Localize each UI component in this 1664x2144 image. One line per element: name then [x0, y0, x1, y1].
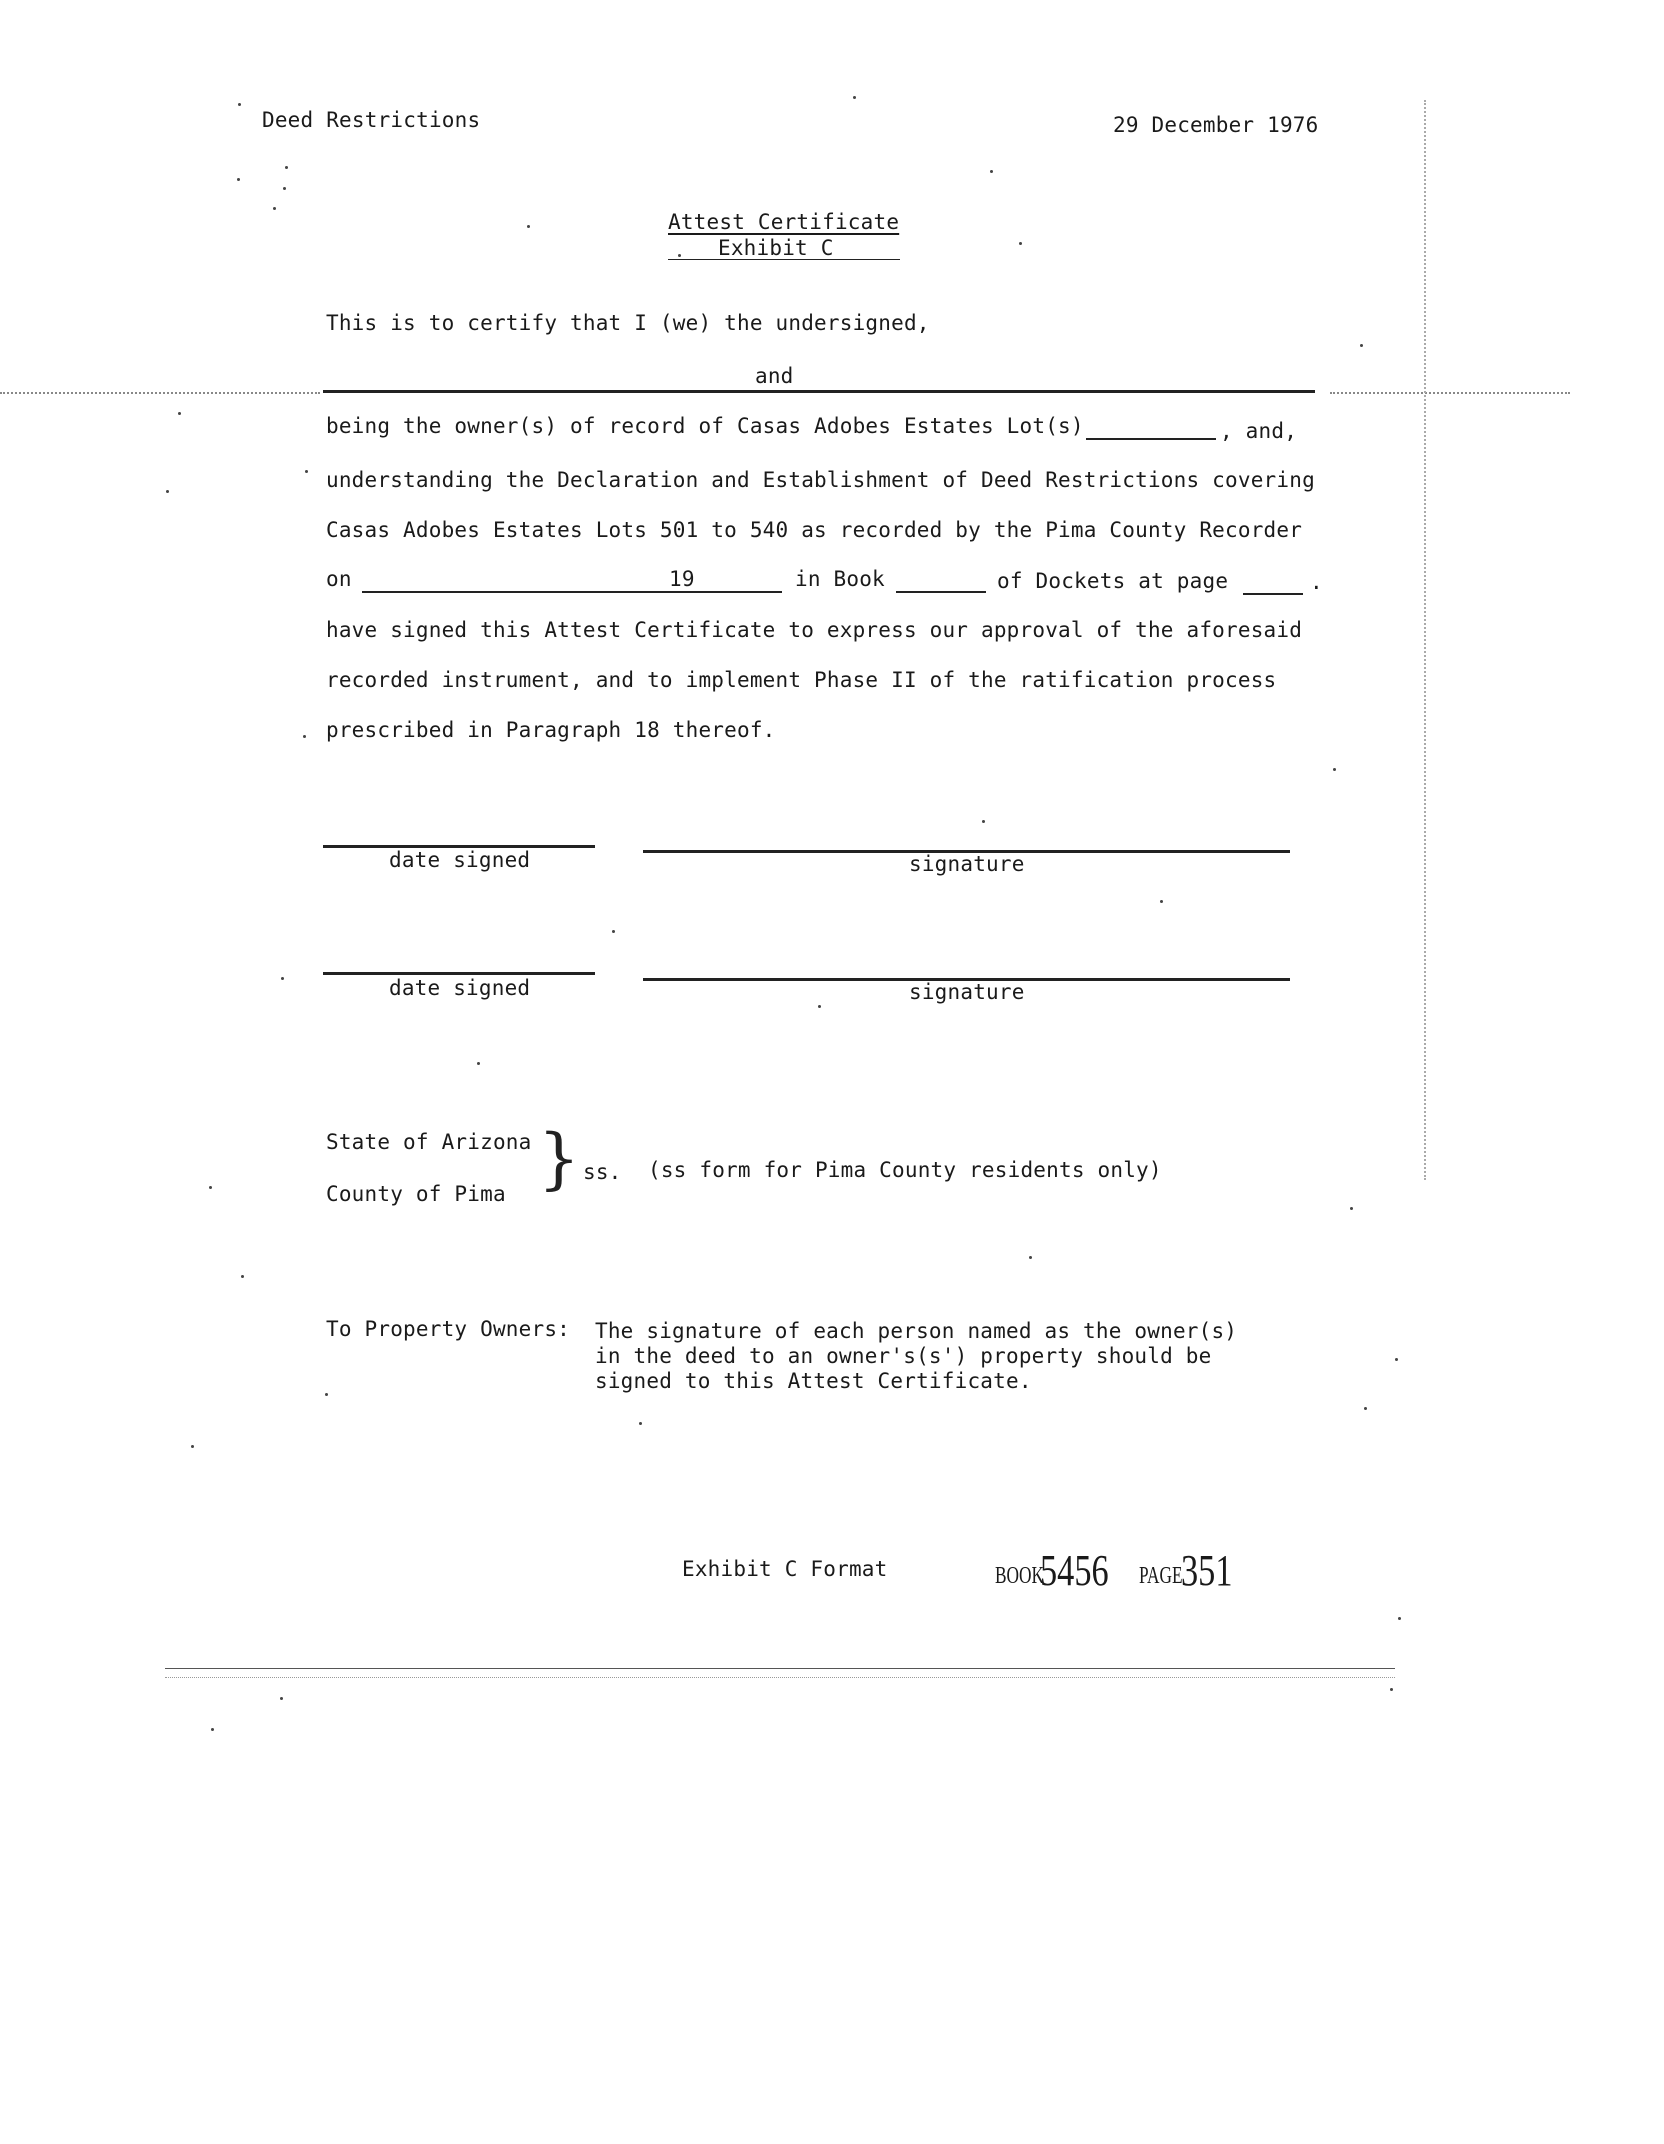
in-book-text: in Book [795, 567, 885, 591]
body-line-9: prescribed in Paragraph 18 thereof. [326, 718, 776, 742]
scan-speck [477, 1062, 480, 1065]
owners-note-line-2: in the deed to an owner's(s') property should be [595, 1344, 1212, 1368]
date-signed-label-2: date signed [389, 976, 531, 1000]
scan-speck [305, 470, 308, 473]
scan-speck [1364, 1407, 1367, 1410]
ss-note: (ss form for Pima County residents only) [648, 1158, 1162, 1182]
document-subtitle: Exhibit C [718, 236, 834, 260]
and-word: and [755, 364, 794, 388]
scan-speck [1360, 344, 1363, 347]
year-prefix: 19 [669, 567, 695, 591]
signature-label-1: signature [909, 852, 1025, 876]
signature-label-2: signature [909, 980, 1025, 1004]
header-left: Deed Restrictions [262, 108, 481, 132]
date-signed-line-2[interactable] [323, 972, 595, 975]
county-label: County of Pima [326, 1182, 506, 1206]
owner-record-line: being the owner(s) of record of Casas Adobes Estates Lot(s) [326, 414, 1084, 438]
scan-speck [853, 96, 856, 99]
line-end-period: . [1310, 570, 1323, 594]
owner-names-blank[interactable] [323, 390, 1315, 393]
header-date: 29 December 1976 [1113, 113, 1319, 137]
date-signed-label-1: date signed [389, 848, 531, 872]
body-line-8: recorded instrument, and to implement Phase II of the ratification process [326, 668, 1277, 692]
page-number-blank[interactable] [1243, 593, 1303, 595]
book-number-blank[interactable] [896, 591, 986, 593]
owners-note-label: To Property Owners: [326, 1317, 571, 1341]
scan-speck [211, 1728, 214, 1731]
recorded-date-blank[interactable] [362, 591, 782, 593]
scan-speck [285, 166, 288, 169]
scan-speck [1333, 768, 1336, 771]
scan-speck [990, 170, 993, 173]
scan-speck [237, 178, 240, 181]
book-page-stamp [995, 1545, 1255, 1595]
scan-speck [303, 735, 306, 738]
scan-speck [1029, 1256, 1032, 1259]
book-number: 5456 [1040, 1546, 1109, 1595]
scan-speck [612, 930, 615, 933]
scan-speck [1160, 900, 1163, 903]
scan-speck [238, 103, 241, 106]
scan-speck [1395, 1358, 1398, 1361]
certify-line: This is to certify that I (we) the undersigned, [326, 311, 930, 335]
book-label: BOOK [995, 1563, 1044, 1589]
owners-note-line-3: signed to this Attest Certificate. [595, 1369, 1032, 1393]
scan-speck [241, 1275, 244, 1278]
scan-speck [166, 490, 169, 493]
ss-label: ss. [583, 1160, 622, 1184]
owner-record-suffix: , and, [1220, 419, 1298, 443]
on-word: on [326, 567, 352, 591]
state-label: State of Arizona [326, 1130, 532, 1154]
scan-artifact-line-right [1330, 392, 1570, 394]
scan-speck [639, 1422, 642, 1425]
scan-speck [191, 1445, 194, 1448]
scan-speck [818, 1005, 821, 1008]
venue-brace: } [538, 1120, 580, 1197]
scan-speck [178, 412, 181, 415]
scan-speck [280, 1697, 283, 1700]
exhibit-format-label: Exhibit C Format [682, 1557, 888, 1581]
body-line-7: have signed this Attest Certificate to express our approval of the aforesaid [326, 618, 1303, 642]
body-line-4: understanding the Declaration and Establishment of Deed Restrictions covering [326, 468, 1315, 492]
page-number: 351 [1181, 1546, 1233, 1595]
scan-speck [1350, 1207, 1353, 1210]
scan-speck [982, 820, 985, 823]
scan-bottom-edge-2 [165, 1677, 1395, 1678]
scan-bottom-edge [165, 1668, 1395, 1669]
scan-artifact-line [0, 392, 320, 394]
dockets-text: of Dockets at page [997, 569, 1229, 593]
body-line-5: Casas Adobes Estates Lots 501 to 540 as recorded by the Pima County Recorder [326, 518, 1303, 542]
lot-number-blank[interactable] [1086, 438, 1216, 440]
document-title: Attest Certificate [668, 210, 900, 234]
scan-speck [1390, 1688, 1393, 1691]
scan-speck [209, 1186, 212, 1189]
scan-right-edge [1424, 100, 1426, 1180]
scan-speck [527, 225, 530, 228]
scan-speck [273, 207, 276, 210]
scan-speck [1398, 1617, 1401, 1620]
title-underline [668, 259, 900, 260]
owners-note-line-1: The signature of each person named as the owner(s) [595, 1319, 1238, 1343]
page-label: PAGE [1139, 1563, 1183, 1589]
scan-speck [678, 254, 681, 257]
scan-speck [281, 977, 284, 980]
scan-speck [325, 1393, 328, 1396]
scan-speck [1019, 242, 1022, 245]
scan-speck [283, 187, 286, 190]
